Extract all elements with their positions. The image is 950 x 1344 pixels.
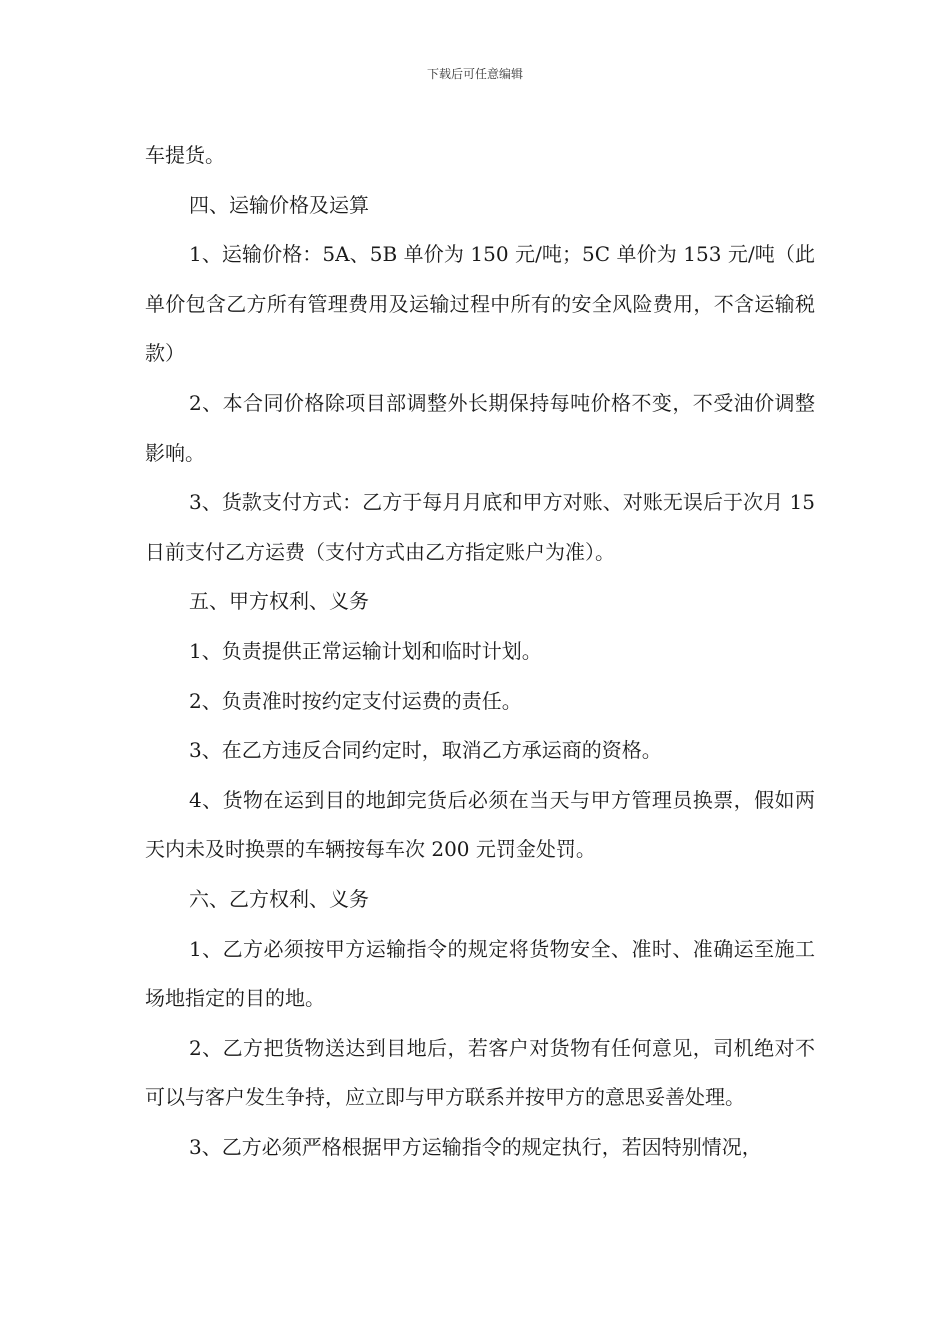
- document-body: [145, 131, 815, 1172]
- paragraph-price-stable: 2、本合同价格除项目部调整外长期保持每吨价格不变，不受油价调整影响。: [145, 390, 815, 465]
- paragraph-party-a-4: 4、货物在运到目的地卸完货后必须在当天与甲方管理员换票，假如两天内未及时换票的车辆按每车次 200 元罚金处罚。: [145, 787, 815, 862]
- paragraph-payment: 3、货款支付方式：乙方于每月月底和甲方对账、对账无误后于次月 15 日前支付乙方运费（支付方式由乙方指定账户为准）。: [145, 490, 815, 564]
- paragraph-1: 车提货。: [145, 143, 225, 167]
- paragraph-party-b-2: 2、乙方把货物送达到目地后，若客户对货物有任何意见，司机绝对不可以与客户发生争持，应立即与甲方联系并按甲方的意思妥善处理。: [145, 1035, 815, 1110]
- paragraph-party-a-2: 2、负责准时按约定支付运费的责任。: [189, 688, 522, 713]
- section-heading-6: 六、乙方权利、义务: [189, 886, 369, 911]
- paragraph-party-b-1: 1、乙方必须按甲方运输指令的规定将货物安全、准时、准确运至施工场地指定的目的地。: [145, 936, 815, 1011]
- page-header: 下载后可任意编辑: [426, 67, 523, 81]
- paragraph-price: 1、运输价格：5A、5B 单价为 150 元/吨；5C 单价为 153 元/吨（此单价包含乙方所有管理费用及运输过程中所有的安全风险费用，不含运输税款）: [145, 242, 815, 366]
- section-heading-4: 四、运输价格及运算: [189, 192, 369, 217]
- section-heading-5: 五、甲方权利、义务: [189, 589, 369, 614]
- paragraph-party-b-3: 3、乙方必须严格根据甲方运输指令的规定执行，若因特别情况，: [189, 1134, 762, 1159]
- paragraph-party-a-3: 3、在乙方违反合同约定时，取消乙方承运商的资格。: [189, 738, 662, 763]
- paragraph-party-a-1: 1、负责提供正常运输计划和临时计划。: [189, 638, 542, 663]
